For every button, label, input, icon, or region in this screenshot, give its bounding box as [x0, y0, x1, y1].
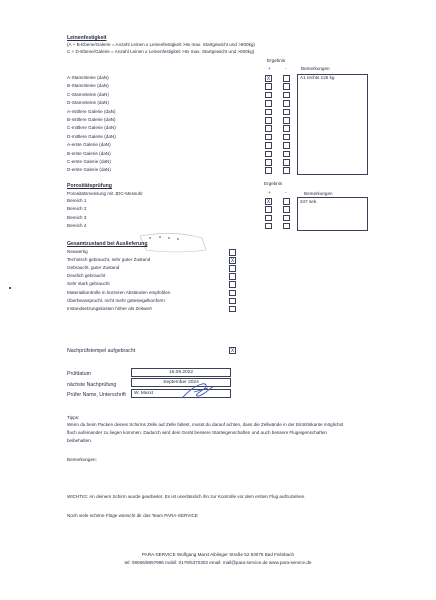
leinen-minus-label: - — [285, 66, 287, 71]
leinen-minus-checkbox[interactable] — [283, 134, 290, 141]
leinen-ergebnis-label: Ergebnis — [267, 58, 286, 63]
porositaet-row-label: Bereich 4 — [67, 222, 87, 228]
leinen-plus-checkbox[interactable] — [265, 142, 272, 149]
porositaet-minus-checkbox[interactable] — [283, 198, 290, 205]
leinen-plus-checkbox[interactable] — [265, 92, 272, 99]
zustand-checkbox[interactable] — [229, 281, 236, 288]
leinen-row-label: C-Stammleine (daN) — [67, 91, 109, 97]
pruefdatum-label: Prüfdatum — [67, 371, 91, 377]
stempel-label: Nachprüfstempel aufgebracht — [67, 348, 136, 354]
porositaet-bemerkungen-label: Bemerkungen — [304, 191, 333, 196]
zustand-item-label: Materialkontrolle in kürzeren Abständen empfohlen — [67, 289, 171, 295]
porositaet-row-label: Bereich 2 — [67, 206, 87, 212]
leinen-minus-checkbox[interactable] — [283, 159, 290, 166]
signature-scribble — [176, 380, 218, 402]
porositaet-row-label: Bereich 3 — [67, 214, 87, 220]
leinen-remarks-box — [297, 74, 368, 175]
measure-point-3 — [168, 237, 170, 239]
stempel-checkbox[interactable]: X — [230, 348, 235, 354]
leinen-plus-checkbox[interactable] — [265, 100, 272, 107]
porositaet-plus-label: + — [268, 190, 271, 195]
porositaet-minus-label: - — [285, 190, 287, 195]
leinen-minus-checkbox[interactable] — [283, 125, 290, 132]
footer-address: PARA-SERVICE Wolfgang Marxt Aiblinger Straße 52 83075 Bad Feilnbach — [141, 552, 295, 557]
leinen-plus-checkbox[interactable] — [265, 134, 272, 141]
leinen-row-label: D-Stammleine (daN) — [67, 100, 109, 106]
leinen-minus-checkbox[interactable] — [283, 142, 290, 149]
leinen-row-label: B-mittlere Galerie (daN) — [67, 117, 116, 122]
leinen-row-label: A-mittlere Galerie (daN) — [67, 108, 116, 114]
leinen-row-label: D-mittlere Galerie (daN) — [67, 133, 116, 139]
porositaet-minus-checkbox[interactable] — [283, 206, 290, 213]
leinen-minus-checkbox[interactable] — [283, 92, 290, 99]
glider-sketch — [136, 228, 214, 258]
leinen-row-label: D-erste Galerie (daN) — [67, 167, 111, 173]
porositaet-plus-checkbox[interactable] — [265, 215, 272, 222]
porositaet-remark: 347 sek. — [300, 199, 318, 204]
porositaet-minus-checkbox[interactable] — [283, 215, 290, 222]
leinen-minus-checkbox[interactable] — [283, 75, 290, 82]
porositaet-minus-checkbox[interactable] — [283, 223, 290, 230]
zustand-item-label: Sehr stark gebraucht — [67, 281, 110, 287]
porositaet-title: Porositätsprüfung — [67, 183, 112, 189]
bemerkungen-label: Bemerkungen: — [67, 457, 97, 462]
pruefdatum-field[interactable]: 16.09.2022 — [131, 368, 231, 377]
leinen-plus-checkbox[interactable] — [265, 117, 272, 124]
porositaet-plus-checkbox[interactable]: X — [266, 199, 271, 205]
leinen-plus-checkbox[interactable] — [265, 159, 272, 166]
zustand-item-label: Instandsetzungskosten höher als Zeitwert — [67, 305, 152, 311]
porositaet-plus-checkbox[interactable] — [265, 206, 272, 213]
leinen-row-label: A-Stammleine (daN) — [67, 75, 109, 80]
leinen-row-label: B-Stammleine (daN) — [67, 83, 109, 89]
zustand-checkbox[interactable] — [229, 290, 236, 297]
leinen-remark: A1 rechts 126 kg — [300, 75, 335, 80]
naechste-label: nächste Nachprüfung — [67, 382, 117, 388]
leinen-plus-checkbox[interactable] — [265, 109, 272, 116]
zustand-checkbox[interactable]: X — [230, 258, 235, 265]
leinen-bemerkungen-label: Bemerkungen — [301, 66, 330, 71]
leinen-minus-checkbox[interactable] — [283, 83, 290, 90]
tipps-title: Tipps: — [67, 415, 80, 420]
tipps-line-3: beibehalten. — [67, 438, 93, 443]
leinen-plus-checkbox[interactable] — [265, 151, 272, 158]
leinen-formula-1: (A + B-Ebene/Galerie = Anzahl Leinen x Leinenfestigkeit >8x max. Startgewicht und >800kg) — [67, 42, 255, 47]
zustand-title: Gesamtzustand bei Auslieferung — [67, 241, 148, 247]
leinen-title: Leinenfestigkeit — [67, 35, 107, 41]
leinen-plus-checkbox[interactable] — [265, 167, 272, 174]
porositaet-subtitle: Porositätsmessung mit JDC-Messuhr — [67, 191, 143, 196]
leinen-minus-checkbox[interactable] — [283, 117, 290, 124]
leinen-minus-checkbox[interactable] — [283, 109, 290, 116]
leinen-formula-2: C + D-Ebene/Galerie = Anzahl Leinen x Leinenfestigkeit >6x max. Startgewicht und >600kg) — [67, 49, 255, 54]
glider-outline — [140, 233, 206, 252]
scan-speck — [9, 287, 11, 289]
measure-point-2 — [159, 236, 161, 238]
footer-contact: tel: 08066/8857996 mobil: 0179/5370302 email: mail@para-service.de www.para-service.de — [124, 560, 312, 565]
leinen-row-label: B-erste Galerie (daN) — [67, 150, 111, 156]
pruefer-field[interactable]: W. Marxt — [131, 389, 231, 398]
zustand-checkbox[interactable] — [229, 298, 236, 305]
zustand-checkbox[interactable] — [229, 273, 236, 280]
porositaet-plus-checkbox[interactable] — [265, 223, 272, 230]
measure-point-4 — [177, 238, 179, 240]
porositaet-ergebnis-label: Ergebnis — [264, 181, 283, 186]
leinen-row-label: C-mittlere Galerie (daN) — [67, 125, 116, 131]
leinen-row-label: A-erste Galerie (daN) — [67, 142, 111, 148]
leinen-plus-label: + — [268, 66, 271, 71]
leinen-minus-checkbox[interactable] — [283, 100, 290, 107]
leinen-minus-checkbox[interactable] — [283, 151, 290, 158]
pruefer-label: Prüfer Name, Unterschrift — [67, 392, 126, 398]
tipps-line-2: flach aufeinander zu liegen kommen. Dadurch wird dein Gerät bessere Starteigenschaften und auch bessere Flugeigenschaften — [67, 430, 327, 435]
zustand-checkbox[interactable] — [229, 265, 236, 272]
leinen-row-label: C-erste Galerie (daN) — [67, 159, 111, 164]
zustand-item-label: Gebraucht, guter Zustand — [67, 265, 120, 271]
leinen-plus-checkbox[interactable] — [265, 83, 272, 90]
tipps-line-1: Wenn du beim Packen deines Schirms Zelle auf Zelle faltest, musst du darauf achten, dass die Zellwände in der Eintrittskante möglichst — [67, 422, 344, 427]
leinen-plus-checkbox[interactable]: X — [266, 76, 271, 82]
measure-point-1 — [149, 237, 151, 239]
leinen-plus-checkbox[interactable] — [265, 125, 272, 132]
porositaet-row-label: Bereich 1 — [67, 198, 87, 203]
zustand-checkbox[interactable] — [229, 306, 236, 313]
zustand-checkbox[interactable] — [229, 249, 236, 256]
gruss-note: Noch viele schöne Flüge wünscht dir das Team PARA-SERVICE — [67, 513, 198, 518]
zustand-item-label: Überbeanspruchl, nicht mehr gütesiegelkonform — [67, 297, 165, 303]
naechste-field[interactable]: September 2024 — [131, 378, 231, 387]
zustand-item-label: Neuwertig — [67, 249, 88, 254]
zustand-item-label: Technisch gebraucht, sehr guter Zustand — [67, 257, 151, 263]
wichtig-note: WICHTIG: An deinem Schirm wurde gearbeitet. Es ist unerlässlich ihn zur Kontrolle vor dem ersten Flug aufzuziehen. — [67, 494, 306, 499]
zustand-item-label: Deutlich gebraucht — [67, 273, 106, 279]
leinen-minus-checkbox[interactable] — [283, 167, 290, 174]
